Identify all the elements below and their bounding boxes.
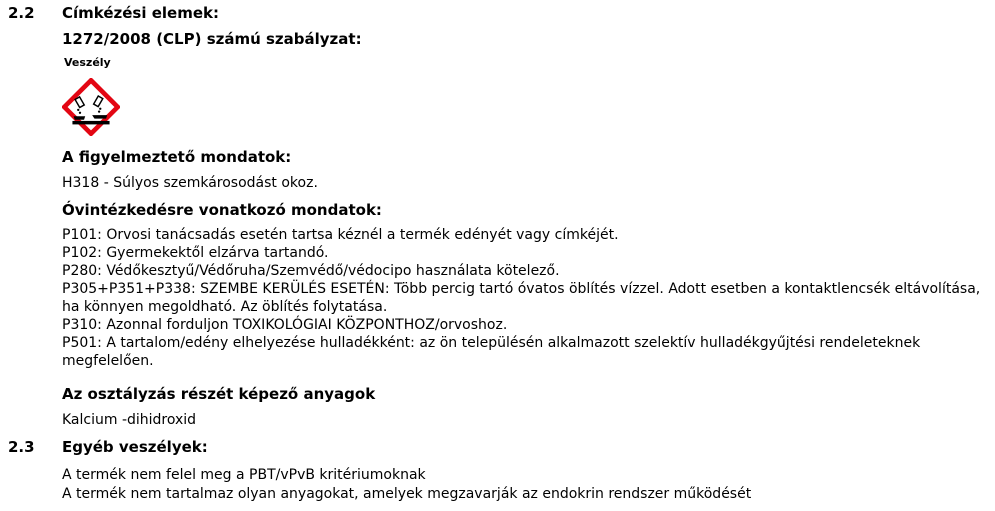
classification-substance: Kalcium -dihidroxid [62, 412, 197, 428]
precaution-list [62, 226, 980, 370]
precaution-line: P280: Védőkesztyű/Védőruha/Szemvédő/védocipo használata kötelező. [62, 263, 560, 279]
signal-word: Veszély [64, 56, 111, 69]
classification-heading: Az osztályzás részét képező anyagok [62, 385, 376, 403]
corrosion-icon [62, 78, 120, 136]
precaution-heading: Óvintézkedésre vonatkozó mondatok: [62, 201, 382, 219]
precaution-line: P501: A tartalom/edény elhelyezése hulladékként: az ön településén alkalmazott szelektív hulladékgyűjtési rendeleteknek [62, 335, 921, 351]
precaution-line: P101: Orvosi tanácsadás esetén tartsa kéznél a termék edényét vagy címkéjét. [62, 227, 619, 243]
precaution-line: ha könnyen megoldható. Az öblítés folytatása. [62, 299, 388, 315]
precaution-line: P310: Azonnal forduljon TOXIKOLÓGIAI KÖZPONTHOZ/orvoshoz. [62, 317, 508, 333]
precaution-line: P305+P351+P338: SZEMBE KERÜLÉS ESETÉN: Több percig tartó óvatos öblítés vízzel. Adott esetben a kontaktlencsék eltávolítása, [62, 281, 981, 297]
hazard-heading: A figyelmeztető mondatok: [62, 148, 292, 166]
section-number-2-2: 2.2 [8, 4, 35, 22]
other-hazard-line: A termék nem tartalmaz olyan anyagokat, amelyek megzavarják az endokrin rendszer működését [62, 486, 752, 502]
hazard-statement: H318 - Súlyos szemkárosodást okoz. [62, 175, 318, 191]
precaution-line: P102: Gyermekektől elzárva tartandó. [62, 245, 329, 261]
other-hazard-line: A termék nem felel meg a PBT/vPvB kritériumoknak [62, 467, 426, 483]
precaution-line: megfelelően. [62, 353, 154, 369]
regulation-heading: 1272/2008 (CLP) számú szabályzat: [62, 30, 362, 48]
section-title-2-3: Egyéb veszélyek: [62, 438, 208, 456]
section-number-2-3: 2.3 [8, 438, 35, 456]
section-title-2-2: Címkézési elemek: [62, 4, 219, 22]
